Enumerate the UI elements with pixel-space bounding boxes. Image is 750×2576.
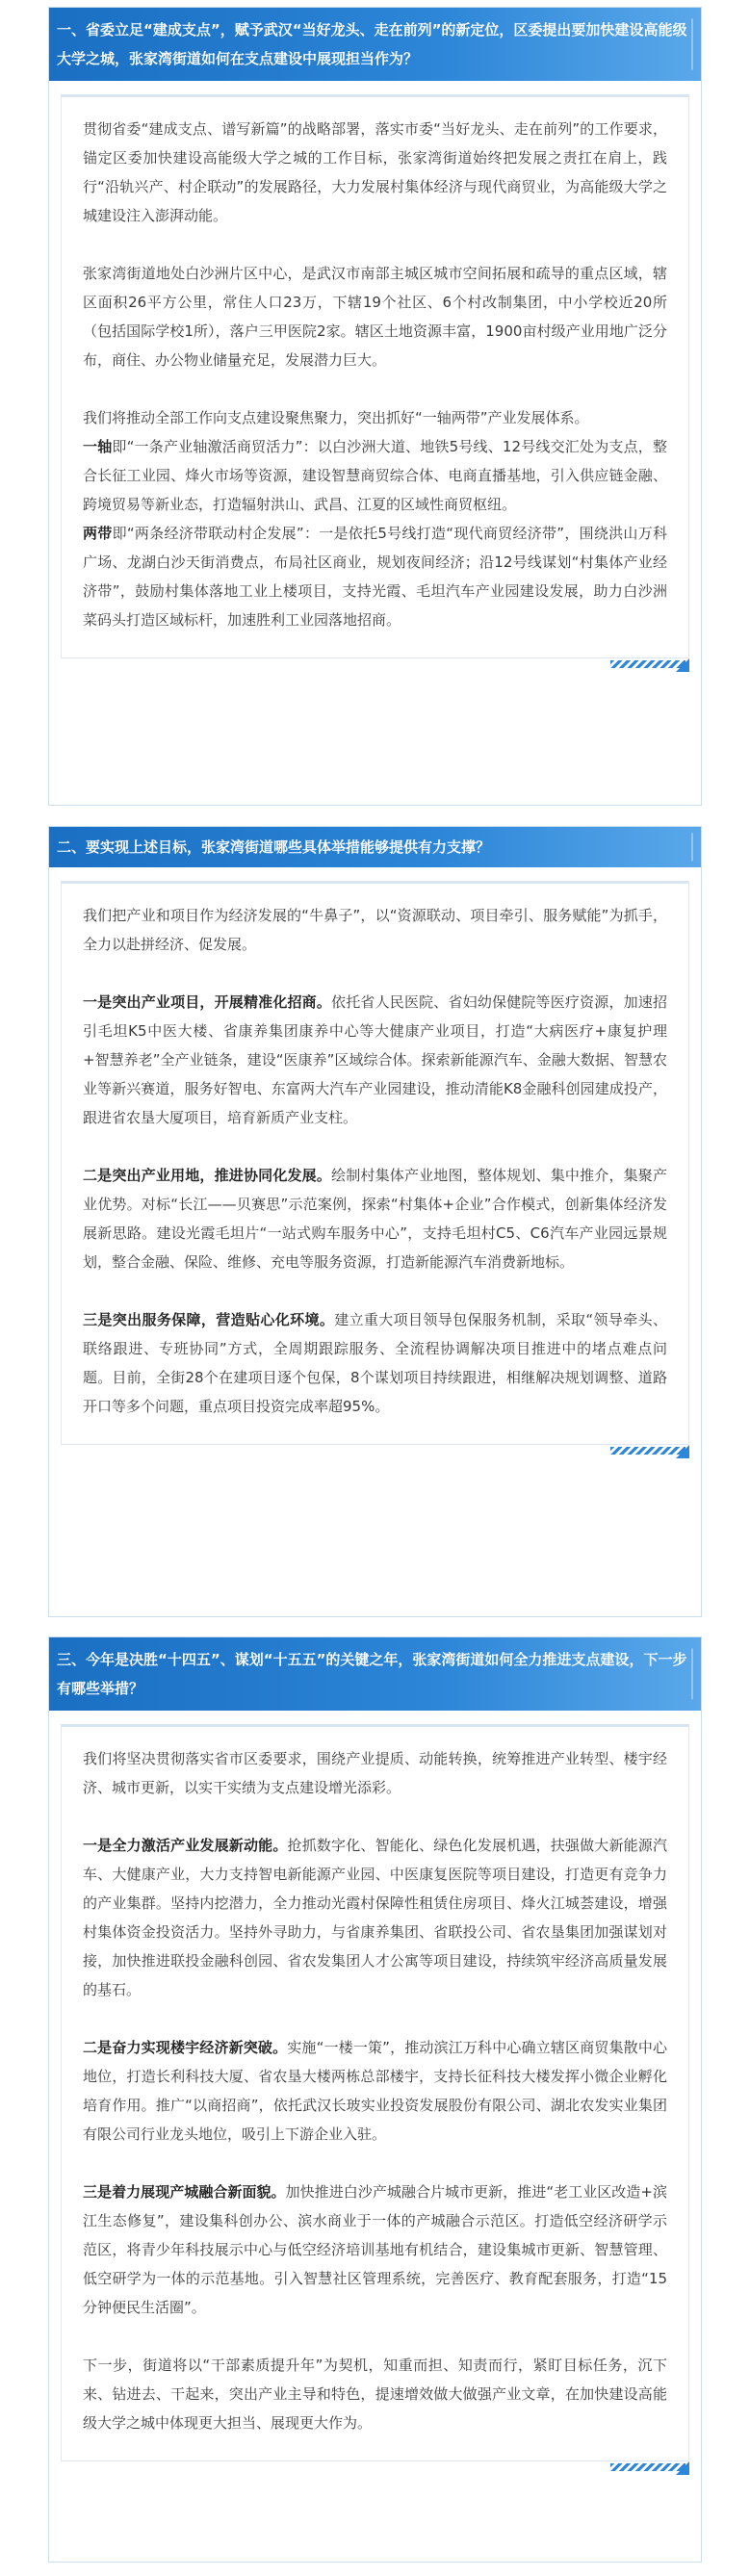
corner-decoration [676,658,689,672]
section-1-title: 一、省委立足“建成支点”，赋予武汉“当好龙头、走在前列”的新定位，区委提出要加快建设高能级大学之城，张家湾街道如何在支点建设中展现担当作为？ [57,21,687,67]
corner-decoration [676,2461,689,2475]
lead-phrase: 一轴 [83,438,113,455]
paragraph: 贯彻省委“建成支点、谱写新篇”的战略部署，落实市委“当好龙头、走在前列”的工作要求，锚定区委加快建设高能级大学之城的工作目标，张家湾街道始终把发展之责扛在肩上，践行“沿轨兴产、村企联动”的发展路径，大力发展村集体经济与现代商贸业，为高能级大学之城建设注入澎湃动能。 [83,120,667,224]
paragraph: 三是着力展现产城融合新面貌。加快推进白沙产城融合片城市更新，推进“老工业区改造+滨江生态修复”，建设集科创办公、滨水商业于一体的产城融合示范区。打造低空经济研学示范区，将青少年科技展示中心与低空经济培训基地有机结合，建设集城市更新、智慧管理、低空研学为一体的示范基地。引入智慧社区管理系统，完善医疗、教育配套服务，打造“15分钟便民生活圈”。 [83,2183,667,2316]
stripe-decoration [610,1447,685,1455]
section-2-heading [49,827,701,867]
section-footer [61,658,689,672]
section-3-title: 三、今年是决胜“十四五”、谋划“十五五”的关键之年，张家湾街道如何全力推进支点建设，下一步有哪些举措？ [57,1651,687,1697]
paragraph: 下一步，街道将以“干部素质提升年”为契机，知重而担、知责而行，紧盯目标任务，沉下来、钻进去、干起来，突出产业主导和特色，提速增效做大做强产业文章，在加快建设高能级大学之城中体现更大担当、展现更大作为。 [83,2357,667,2432]
section-1-body [61,94,689,658]
lead-phrase: 一是突出产业项目，开展精准化招商。 [83,993,332,1011]
paragraph: 我们将坚决贯彻落实省市区委要求，围绕产业提质、动能转换，统筹推进产业转型、楼宇经济、城市更新，以实干实绩为支点建设增光添彩。 [83,1750,667,1796]
section-2-title: 二、要实现上述目标，张家湾街道哪些具体举措能够提供有力支撑？ [57,838,491,856]
paragraph: 二是突出产业用地，推进协同化发展。绘制村集体产业地图，整体规划、集中推介，集聚产业优势。对标“长江——贝赛思”示范案例，探索“村集体+企业”合作模式，创新集体经济发展新思路。建设光霞毛坦片“一站式购车服务中心”，支持毛坦村C5、C6汽车产业园远景规划，整合金融、保险、维修、充电等服务资源，打造新能源汽车消费新地标。 [83,1167,667,1271]
lead-phrase: 二是奋力实现楼宇经济新突破。 [83,2039,288,2056]
lead-phrase: 三是突出服务保障，营造贴心化环境。 [83,1311,335,1328]
paragraph: 我们把产业和项目作为经济发展的“牛鼻子”，以“资源联动、项目牵引、服务赋能”为抓手，全力以赴拼经济、促发展。 [83,907,667,953]
lead-phrase: 三是着力展现产城融合新面貌。 [83,2183,286,2201]
header-decoration [685,1648,693,1699]
paragraph: 两带即“两条经济带联动村企发展”：一是依托5号线打造“现代商贸经济带”，围绕洪山万科广场、龙湖白沙天街消费点，布局社区商业，规划夜间经济；沿12号线谋划“村集体产业经济带”，鼓励村集体落地工业上楼项目，支持光霞、毛坦汽车产业园建设发展，助力白沙洲菜码头打造区域标杆，加速胜利工业园落地招商。 [83,525,667,629]
paragraph: 一轴即“一条产业轴激活商贸活力”：以白沙洲大道、地铁5号线、12号线交汇处为支点，整合长征工业园、烽火市场等资源，建设智慧商贸综合体、电商直播基地，引入供应链金融、跨境贸易等新业态，打造辐射洪山、武昌、江夏的区域性商贸枢纽。 [83,438,667,513]
section-2-body [61,881,689,1445]
section-3-heading [49,1637,701,1711]
lead-phrase: 二是突出产业用地，推进协同化发展。 [83,1167,332,1184]
paragraph: 我们将推动全部工作向支点建设聚焦聚力，突出抓好“一轴两带”产业发展体系。 [83,409,589,426]
lead-phrase: 一是全力激活产业发展新动能。 [83,1837,288,1854]
section-footer [61,1445,689,1458]
qa-section-3 [48,1636,702,2563]
paragraph: 一是突出产业项目，开展精准化招商。依托省人民医院、省妇幼保健院等医疗资源，加速招引毛坦K5中医大楼、省康养集团康养中心等大健康产业项目，打造“大病医疗+康复护理+智慧养老”全产业链条，建设“医康养”区域综合体。探索新能源汽车、金融大数据、智慧农业等新兴赛道，服务好智电、东富两大汽车产业园建设，推动清能K8金融科创园建成投产，跟进省农垦大厦项目，培育新质产业支柱。 [83,993,667,1126]
qa-section-1 [48,7,702,806]
section-3-body [61,1724,689,2461]
lead-phrase: 两带 [83,525,113,542]
paragraph: 一是全力激活产业发展新动能。抢抓数字化、智能化、绿色化发展机遇，扶强做大新能源汽车、大健康产业，大力支持智电新能源产业园、中医康复医院等项目建设，打造更有竞争力的产业集群。坚持内挖潜力，全力推动光霞村保障性租赁住房项目、烽火江城荟建设，增强村集体资金投资活力。坚持外寻助力，与省康养集团、省联投公司、省农垦集团加强谋划对接，加快推进联投金融科创园、省农发集团人才公寓等项目建设，持续筑牢经济高质量发展的基石。 [83,1837,667,1998]
stripe-decoration [610,660,685,668]
header-decoration [685,18,693,69]
stripe-decoration [610,2463,685,2471]
paragraph: 二是奋力实现楼宇经济新突破。实施“一楼一策”，推动滨江万科中心确立辖区商贸集散中心地位，打造长利科技大厦、省农垦大楼两栋总部楼宇，支持长征科技大楼发挥小微企业孵化培育作用。推广“以商招商”，依托武汉长玻实业投资发展股份有限公司、湖北农发实业集团有限公司行业龙头地位，吸引上下游企业入驻。 [83,2039,667,2143]
paragraph: 张家湾街道地处白沙洲片区中心，是武汉市南部主城区城市空间拓展和疏导的重点区域，辖区面积26平方公里，常住人口23万，下辖19个社区、6个村改制集团，中小学校近20所（包括国际学校1所），落户三甲医院2家。辖区土地资源丰富，1900亩村级产业用地广泛分布，商住、办公物业储量充足，发展潜力巨大。 [83,265,667,369]
qa-section-2 [48,826,702,1617]
header-decoration [685,833,693,861]
paragraph: 三是突出服务保障，营造贴心化环境。建立重大项目领导包保服务机制，采取“领导牵头、联络跟进、专班协同”方式，全周期跟踪服务、全流程协调解决项目推进中的堵点难点问题。目前，全街28个在建项目逐个包保，8个谋划项目持续跟进，相继解决规划调整、道路开口等多个问题，重点项目投资完成率超95%。 [83,1311,667,1415]
corner-decoration [676,1445,689,1458]
section-1-heading [49,8,701,81]
section-footer [61,2461,689,2475]
